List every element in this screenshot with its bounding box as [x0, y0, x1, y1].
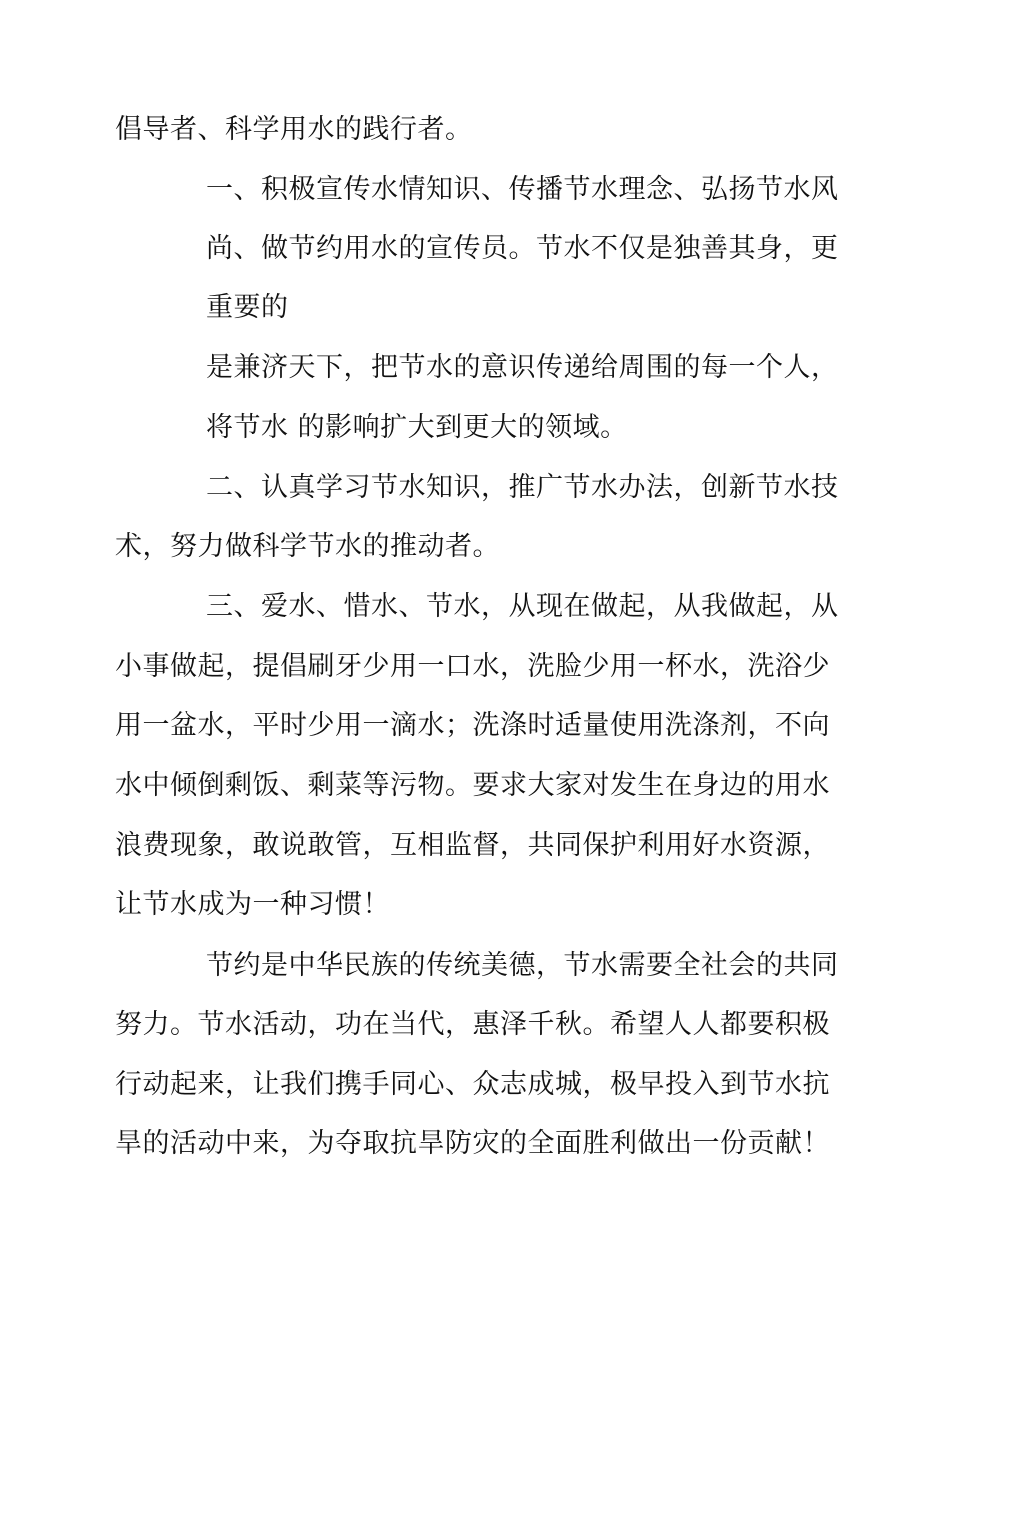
text-line: 努力。节水活动，功在当代，惠泽千秋。希望人人都要积极	[115, 1009, 830, 1040]
text-line: 术，努力做科学节水的推动者。	[115, 531, 500, 562]
text-line: 三、爱水、惜水、节水，从现在做起，从我做起，从	[206, 591, 839, 622]
text-line: 旱的活动中来，为夺取抗旱防灾的全面胜利做出一份贡献！	[115, 1128, 830, 1159]
text-line: 重要的	[206, 292, 289, 323]
text-line: 浪费现象，敢说敢管，互相监督，共同保护利用好水资源，	[115, 830, 830, 861]
text-line: 水中倾倒剩饭、剩菜等污物。要求大家对发生在身边的用水	[115, 770, 830, 801]
text-line: 用一盆水，平时少用一滴水；洗涤时适量使用洗涤剂，不向	[115, 710, 830, 741]
text-line: 小事做起，提倡刷牙少用一口水，洗脸少用一杯水，洗浴少	[115, 651, 830, 682]
text-line: 一、积极宣传水情知识、传播节水理念、弘扬节水风	[206, 174, 839, 205]
text-line: 倡导者、科学用水的践行者。	[115, 114, 473, 145]
text-line: 尚、做节约用水的宣传员。节水不仅是独善其身，更	[206, 233, 839, 264]
text-line: 节约是中华民族的传统美德，节水需要全社会的共同	[206, 950, 839, 981]
text-line: 是兼济天下，把节水的意识传递给周围的每一个人，	[206, 352, 839, 383]
text-line: 二、认真学习节水知识，推广节水办法，创新节水技	[206, 472, 839, 503]
text-line: 将节水 的影响扩大到更大的领域。	[206, 412, 628, 443]
text-line: 让节水成为一种习惯！	[115, 889, 390, 920]
text-line: 行动起来，让我们携手同心、众志成城，极早投入到节水抗	[115, 1069, 830, 1100]
